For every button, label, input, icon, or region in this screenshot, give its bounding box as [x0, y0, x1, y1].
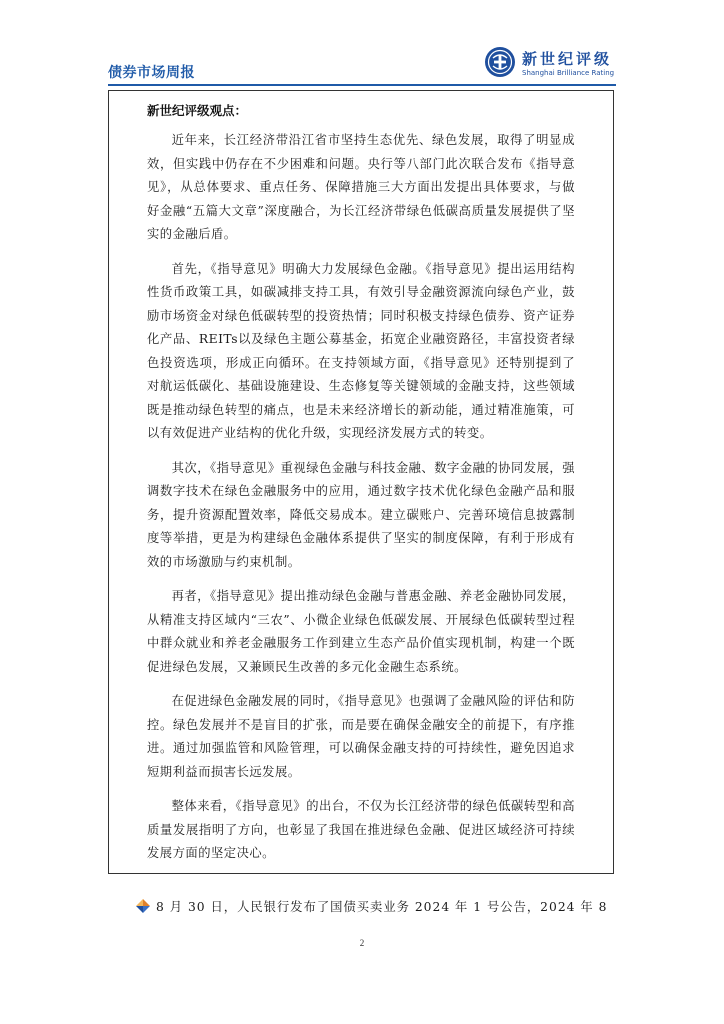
brand-name-en: Shanghai Brilliance Rating [522, 69, 615, 77]
bullet-text: 8 月 30 日，人民银行发布了国债买卖业务 2024 年 1 号公告，2024 年 8 [156, 900, 608, 914]
paragraph: 近年来，长江经济带沿江省市坚持生态优先、绿色发展，取得了明显成效，但实践中仍存在不少困难和问题。央行等八部门此次联合发布《指导意见》，从总体要求、重点任务、保障措施三大方面出发提出具体要求，与做好金融“五篇大文章”深度融合，为长江经济带绿色低碳高质量发展提供了坚实的金融后盾。 [147, 133, 575, 241]
commentary-heading: 新世纪评级观点： [147, 103, 248, 118]
report-title: 债券市场周报 [108, 65, 195, 81]
brand-name-cn: 新世纪评级 [522, 50, 613, 68]
page-number: 2 [359, 938, 365, 948]
paragraph: 再者，《指导意见》提出推动绿色金融与普惠金融、养老金融协同发展，从精准支持区域内“三农”、小微企业绿色低碳发展、开展绿色低碳转型过程中群众就业和养老金融服务工作到建立生态产品价值实现机制，构建一个既促进绿色发展，又兼顾民生改善的多元化金融生态系统。 [147, 589, 575, 674]
diamond-bullet-icon [136, 899, 150, 913]
commentary-content [147, 101, 575, 877]
commentary-box [108, 90, 614, 874]
paragraph: 首先，《指导意见》明确大力发展绿色金融。《指导意见》提出运用结构性货币政策工具，如碳减排支持工具，有效引导金融资源流向绿色产业，鼓励市场资金对绿色低碳转型的投资热情；同时积极支持绿色债券、资产证券化产品、REITs以及绿色主题公募基金，拓宽企业融资路径，丰富投资者绿色投资选项，形成正向循环。在支持领域方面，《指导意见》还特别提到了对航运低碳化、基础设施建设、生态修复等关键领域的金融支持，这些领域既是推动绿色转型的痛点，也是未来经济增长的新动能，通过精准施策，可以有效促进产业结构的优化升级，实现经济发展方式的转变。 [147, 261, 575, 440]
page-header [108, 44, 616, 84]
header-divider [108, 84, 616, 86]
brand-logo-icon [484, 46, 516, 78]
paragraph: 整体来看，《指导意见》的出台，不仅为长江经济带的绿色低碳转型和高质量发展指明了方向，也彰显了我国在推进绿色金融、促进区域经济可持续发展方面的坚定决心。 [147, 799, 575, 860]
news-bullet [136, 896, 616, 918]
paragraph: 其次，《指导意见》重视绿色金融与科技金融、数字金融的协同发展，强调数字技术在绿色金融服务中的应用，通过数字技术优化绿色金融产品和服务，提升资源配置效率，降低交易成本。建立碳账户、完善环境信息披露制度等举措，更是为构建绿色金融体系提供了坚实的制度保障，有利于形成有效的市场激励与约束机制。 [147, 460, 575, 569]
brand-logo [484, 44, 616, 82]
paragraph: 在促进绿色金融发展的同时，《指导意见》也强调了金融风险的评估和防控。绿色发展并不是盲目的扩张，而是要在确保金融安全的前提下，有序推进。通过加强监管和风险管理，可以确保金融支持的可持续性，避免因追求短期利益而损害长远发展。 [147, 694, 575, 779]
